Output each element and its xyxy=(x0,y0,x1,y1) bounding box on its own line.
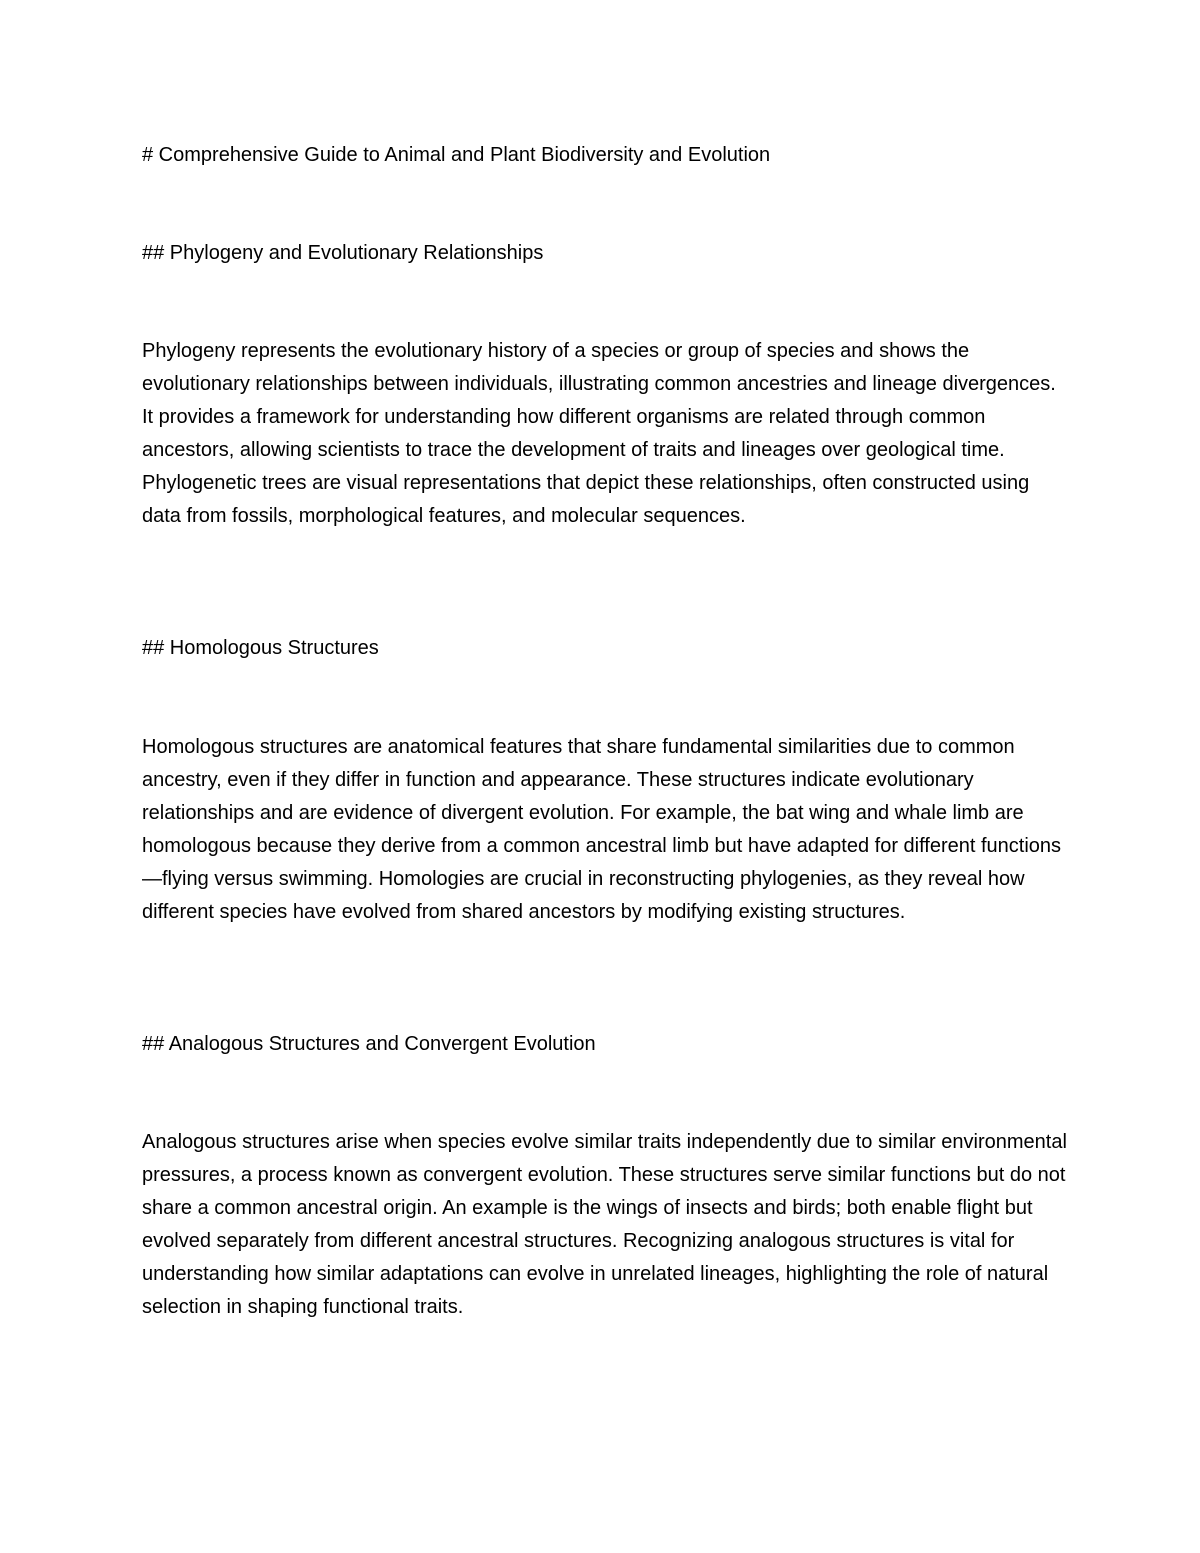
section-body-analogous: Analogous structures arise when species evolve similar traits independently due to similar environmental pressures, a process known as convergent evolution. These structures serve similar functions but do not share a common ancestral origin. An example is the wings of insects and birds; both enable flight but evolved separately from different ancestral structures. Recognizing analogous structures is vital for understanding how similar adaptations can evolve in unrelated lineages, highlighting the role of natural selection in shaping functional traits. xyxy=(142,1131,1067,1318)
section-body-phylogeny: Phylogeny represents the evolutionary history of a species or group of species and shows the evolutionary relationships between individuals, illustrating common ancestries and lineage divergences. It provides a framework for understanding how different organisms are related through common ancestors, allowing scientists to trace the development of traits and lineages over geological time. Phylogenetic trees are visual representations that depict these relationships, often constructed using data from fossils, morphological features, and molecular sequences. xyxy=(142,340,1056,527)
section-heading-homologous: ## Homologous Structures xyxy=(142,637,379,659)
document-title: # Comprehensive Guide to Animal and Plant Biodiversity and Evolution xyxy=(142,144,771,166)
section-heading-analogous: ## Analogous Structures and Convergent Evolution xyxy=(142,1033,596,1055)
section-body-homologous: Homologous structures are anatomical features that share fundamental similarities due to common ancestry, even if they differ in function and appearance. These structures indicate evolutionary relationships and are evidence of divergent evolution. For example, the bat wing and whale limb are homologous because they derive from a common ancestral limb but have adapted for different functions—flying versus swimming. Homologies are crucial in reconstructing phylogenies, as they reveal how different species have evolved from shared ancestors by modifying existing structures. xyxy=(142,736,1062,923)
section-heading-phylogeny: ## Phylogeny and Evolutionary Relationships xyxy=(142,242,544,264)
